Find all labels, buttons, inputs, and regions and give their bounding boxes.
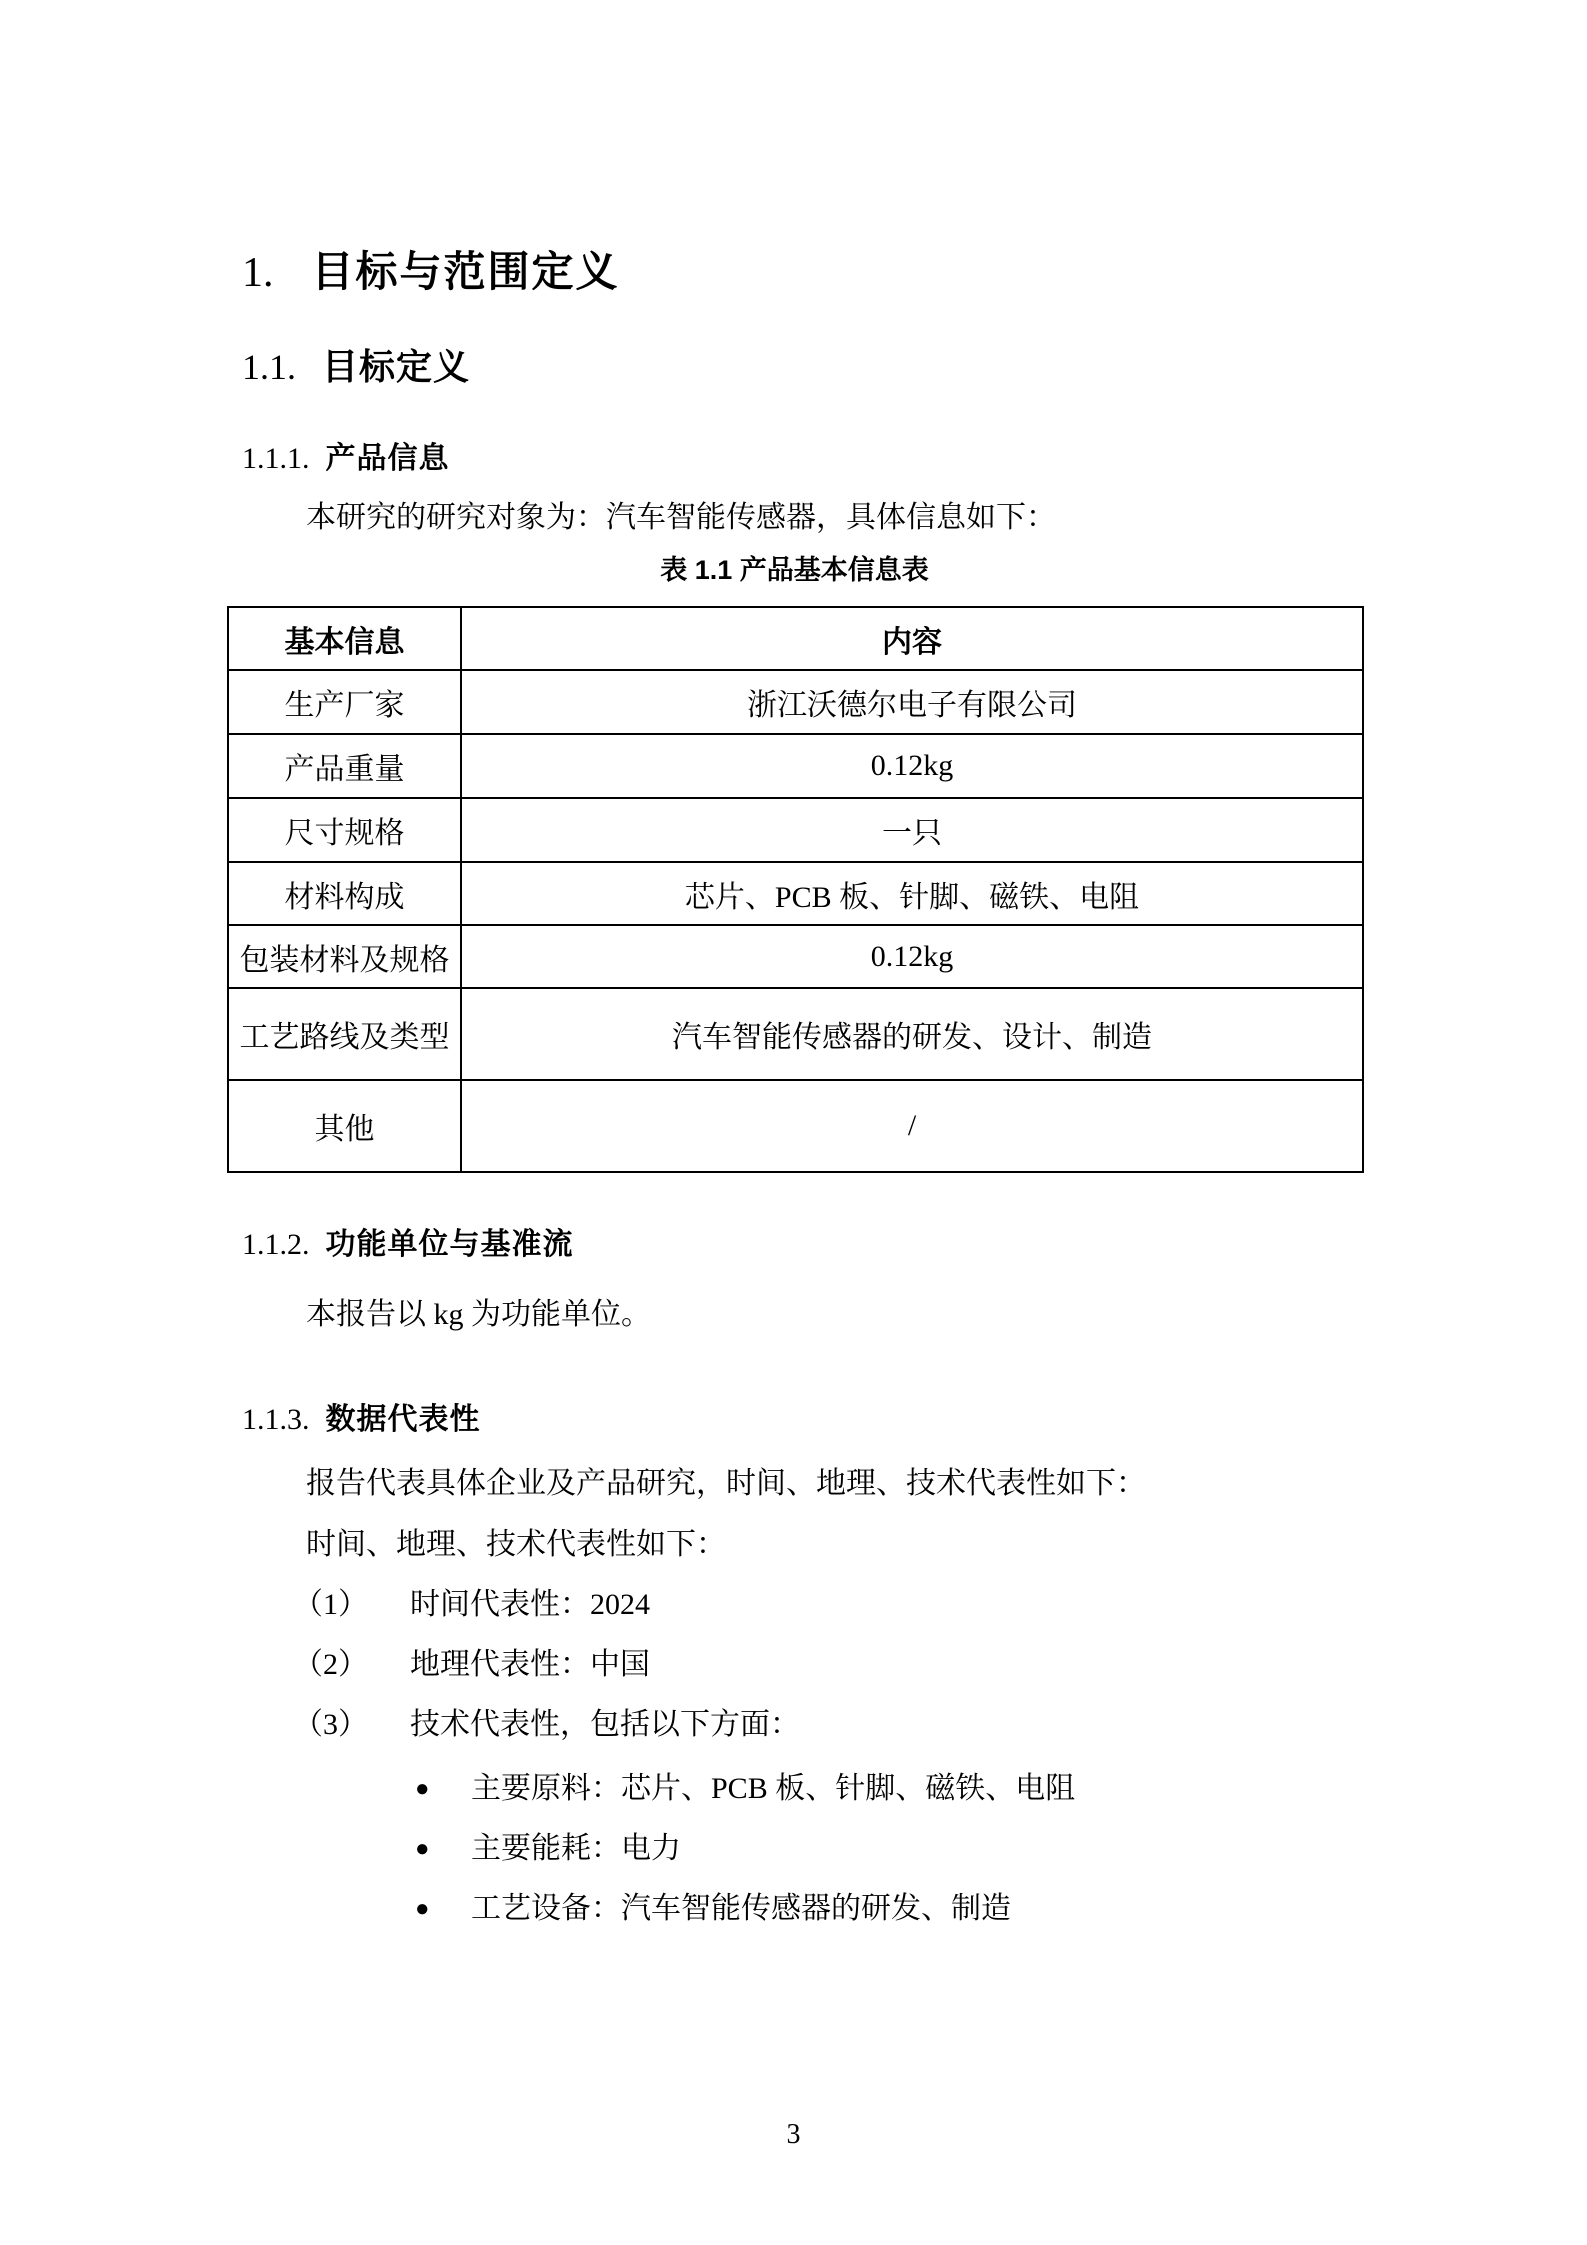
page-content [227, 0, 1362, 1928]
numbered-item-text: 地理代表性：中国 [410, 1648, 650, 1681]
numbered-item-text: 时间代表性：2024 [410, 1588, 650, 1621]
numbered-item-marker: （1） [293, 1588, 368, 1621]
heading-1-1-2-number: 1.1.2. [242, 1228, 310, 1261]
table-row [228, 670, 1363, 734]
numbered-item-geo [227, 1646, 1362, 1684]
heading-1-1-1-title: 产品信息 [325, 442, 450, 475]
heading-1-1 [227, 347, 1362, 395]
heading-1-title: 目标与范围定义 [311, 248, 620, 295]
table-cell-label: 尺寸规格 [228, 798, 461, 862]
bullet-icon: ● [415, 1896, 430, 1922]
numbered-item-time [227, 1586, 1362, 1624]
table-cell-value: 0.12kg [461, 734, 1363, 798]
bullet-item-energy [227, 1830, 1362, 1868]
bullet-item-materials [227, 1770, 1362, 1808]
table-header-row [228, 607, 1363, 670]
table-cell-value: 芯片、PCB 板、针脚、磁铁、电阻 [461, 862, 1363, 925]
table-cell-label: 生产厂家 [228, 670, 461, 734]
paragraph-representativeness-intro: 报告代表具体企业及产品研究，时间、地理、技术代表性如下： [306, 1467, 1146, 1500]
bullet-item-text: 主要原料：芯片、PCB 板、针脚、磁铁、电阻 [471, 1772, 1076, 1805]
table-header-cell: 内容 [461, 607, 1363, 670]
product-info-table [227, 606, 1364, 1173]
page-number: 3 [786, 2119, 801, 2150]
heading-1-1-1 [227, 440, 1362, 483]
table-cell-label: 工艺路线及类型 [228, 988, 461, 1080]
heading-1-1-title: 目标定义 [322, 346, 471, 387]
bullet-item-text: 主要能耗：电力 [471, 1832, 681, 1865]
heading-1-number: 1. [242, 250, 274, 296]
heading-1-1-3 [227, 1401, 1362, 1444]
paragraph-product-intro: 本研究的研究对象为：汽车智能传感器，具体信息如下： [306, 501, 1056, 534]
paragraph-functional-unit: 本报告以 kg 为功能单位。 [306, 1298, 651, 1331]
table-cell-label: 产品重量 [228, 734, 461, 798]
heading-1-1-3-title: 数据代表性 [325, 1403, 481, 1436]
numbered-item-marker: （2） [293, 1648, 368, 1681]
table-cell-value: / [461, 1080, 1363, 1172]
numbered-item-tech [227, 1706, 1362, 1744]
table-cell-value: 一只 [461, 798, 1363, 862]
paragraph-representativeness-list-intro: 时间、地理、技术代表性如下： [306, 1528, 726, 1561]
bullet-item-text: 工艺设备：汽车智能传感器的研发、制造 [471, 1892, 1011, 1925]
table-cell-label: 材料构成 [228, 862, 461, 925]
table-cell-label: 其他 [228, 1080, 461, 1172]
heading-1-1-2-title: 功能单位与基准流 [325, 1228, 574, 1261]
table-cell-value: 0.12kg [461, 925, 1363, 988]
table-cell-label: 包装材料及规格 [228, 925, 461, 988]
bullet-icon: ● [415, 1836, 430, 1862]
table-row [228, 1080, 1363, 1172]
table-row [228, 734, 1363, 798]
bullet-item-process [227, 1890, 1362, 1928]
table-cell-value: 浙江沃德尔电子有限公司 [461, 670, 1363, 734]
heading-1-1-number: 1.1. [242, 347, 296, 387]
table-row [228, 988, 1363, 1080]
heading-1 [227, 248, 1362, 306]
table-row [228, 862, 1363, 925]
numbered-item-text: 技术代表性，包括以下方面： [410, 1708, 800, 1741]
table-row [228, 798, 1363, 862]
table-cell-value: 汽车智能传感器的研发、设计、制造 [461, 988, 1363, 1080]
heading-1-1-1-number: 1.1.1. [242, 442, 310, 475]
table-caption: 表 1.1 产品基本信息表 [660, 555, 929, 585]
numbered-item-marker: （3） [293, 1708, 368, 1741]
heading-1-1-2 [227, 1226, 1362, 1269]
heading-1-1-3-number: 1.1.3. [242, 1403, 310, 1436]
table-header-cell: 基本信息 [228, 607, 461, 670]
bullet-icon: ● [415, 1776, 430, 1802]
table-row [228, 925, 1363, 988]
